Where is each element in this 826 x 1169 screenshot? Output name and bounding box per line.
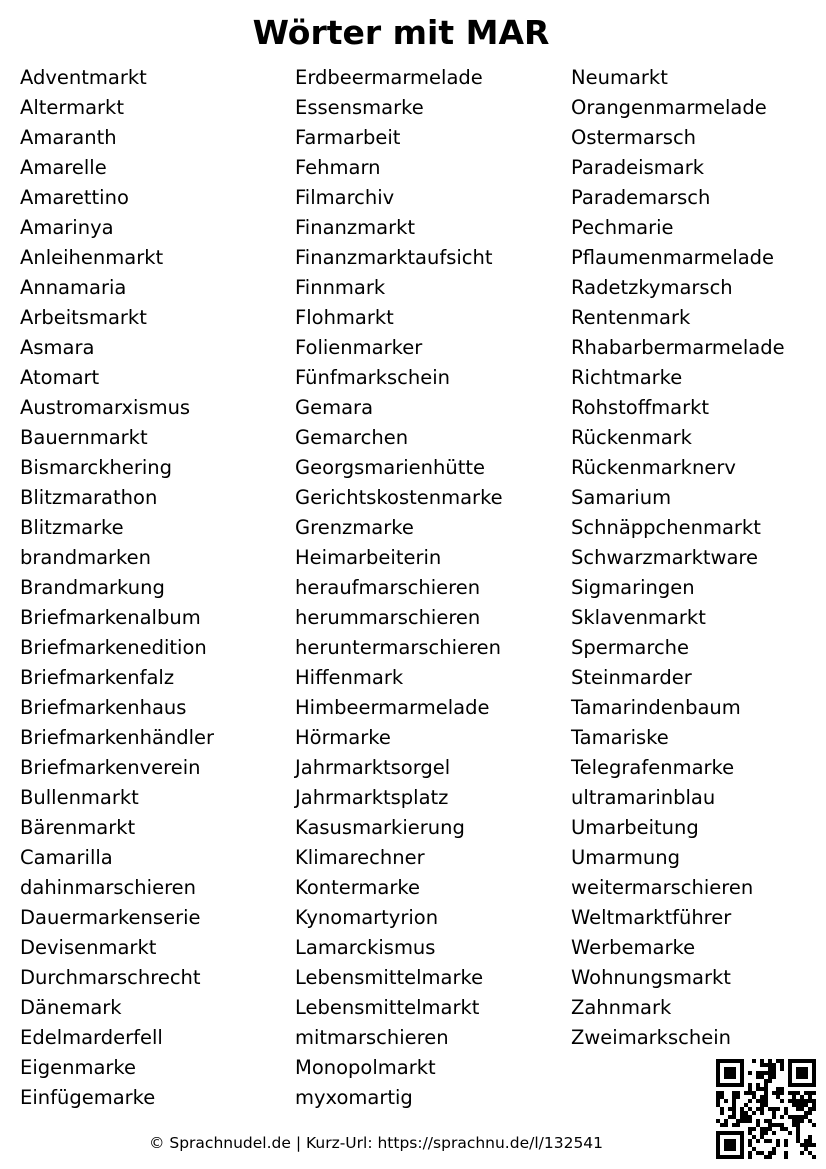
word-item: Amarelle bbox=[20, 156, 107, 179]
page-title: Wörter mit MAR bbox=[252, 13, 550, 52]
word-item: Sklavenmarkt bbox=[571, 606, 706, 629]
word-item: Edelmarderfell bbox=[20, 1026, 163, 1049]
word-item: Adventmarkt bbox=[20, 66, 147, 89]
word-item: Umarmung bbox=[571, 846, 680, 869]
word-item: Radetzkymarsch bbox=[571, 276, 733, 299]
word-item: Atomart bbox=[20, 366, 100, 389]
word-item: Klimarechner bbox=[295, 846, 425, 869]
word-column-1 bbox=[20, 63, 214, 1113]
word-item: Rückenmark bbox=[571, 426, 692, 449]
word-item: Altermarkt bbox=[20, 96, 124, 119]
word-item: Fehmarn bbox=[295, 156, 381, 179]
word-item: Schwarzmarktware bbox=[571, 546, 758, 569]
word-item: Briefmarkenalbum bbox=[20, 606, 201, 629]
word-item: Jahrmarktsplatz bbox=[295, 786, 449, 809]
word-item: Telegrafenmarke bbox=[571, 756, 735, 779]
word-item: Bismarckhering bbox=[20, 456, 173, 479]
word-item: Anleihenmarkt bbox=[20, 246, 164, 269]
word-item: heraufmarschieren bbox=[295, 576, 481, 599]
word-item: Werbemarke bbox=[571, 936, 696, 959]
word-item: Paradeismark bbox=[571, 156, 705, 179]
word-item: herummarschieren bbox=[295, 606, 481, 629]
word-item: Fünfmarkschein bbox=[295, 366, 451, 389]
word-item: Durchmarschrecht bbox=[20, 966, 201, 989]
word-item: Camarilla bbox=[20, 846, 113, 869]
word-item: Devisenmarkt bbox=[20, 936, 157, 959]
word-item: Umarbeitung bbox=[571, 816, 699, 839]
word-item: Orangenmarmelade bbox=[571, 96, 767, 119]
word-column-3 bbox=[571, 63, 785, 1053]
word-item: Arbeitsmarkt bbox=[20, 306, 147, 329]
word-item: Sigmaringen bbox=[571, 576, 695, 599]
word-item: Monopolmarkt bbox=[295, 1056, 436, 1079]
word-item: Blitzmarke bbox=[20, 516, 124, 539]
word-item: Asmara bbox=[20, 336, 95, 359]
word-item: Georgsmarienhütte bbox=[295, 456, 485, 479]
word-item: Zahnmark bbox=[571, 996, 672, 1019]
word-item: Dänemark bbox=[20, 996, 122, 1019]
word-item: Himbeermarmelade bbox=[295, 696, 490, 719]
word-item: Rohstoffmarkt bbox=[571, 396, 710, 419]
word-item: Bullenmarkt bbox=[20, 786, 139, 809]
word-item: Parademarsch bbox=[571, 186, 711, 209]
word-item: Blitzmarathon bbox=[20, 486, 158, 509]
word-item: heruntermarschieren bbox=[295, 636, 501, 659]
word-item: Briefmarkenfalz bbox=[20, 666, 175, 689]
word-item: Briefmarkenhändler bbox=[20, 726, 215, 749]
word-item: Samarium bbox=[571, 486, 672, 509]
word-item: Spermarche bbox=[571, 636, 690, 659]
word-item: Bärenmarkt bbox=[20, 816, 136, 839]
word-item: dahinmarschieren bbox=[20, 876, 197, 899]
word-item: Filmarchiv bbox=[295, 186, 395, 209]
word-item: Schnäppchenmarkt bbox=[571, 516, 761, 539]
word-item: Essensmarke bbox=[295, 96, 424, 119]
word-item: Tamariske bbox=[571, 726, 669, 749]
word-item: Flohmarkt bbox=[295, 306, 394, 329]
word-item: Wohnungsmarkt bbox=[571, 966, 731, 989]
word-item: mitmarschieren bbox=[295, 1026, 449, 1049]
word-item: weitermarschieren bbox=[571, 876, 754, 899]
word-item: Gerichtskostenmarke bbox=[295, 486, 503, 509]
word-item: Neumarkt bbox=[571, 66, 668, 89]
word-item: Kontermarke bbox=[295, 876, 420, 899]
word-item: Amaranth bbox=[20, 126, 117, 149]
word-column-2 bbox=[295, 63, 503, 1113]
word-item: Pflaumenmarmelade bbox=[571, 246, 775, 269]
word-item: Folienmarker bbox=[295, 336, 423, 359]
word-item: Gemara bbox=[295, 396, 374, 419]
word-item: Grenzmarke bbox=[295, 516, 414, 539]
word-item: Lamarckismus bbox=[295, 936, 436, 959]
word-item: myxomartig bbox=[295, 1086, 413, 1109]
word-item: Weltmarktführer bbox=[571, 906, 732, 929]
word-item: Steinmarder bbox=[571, 666, 692, 689]
word-item: Richtmarke bbox=[571, 366, 683, 389]
word-item: Lebensmittelmarke bbox=[295, 966, 484, 989]
word-item: Ostermarsch bbox=[571, 126, 697, 149]
word-item: Einfügemarke bbox=[20, 1086, 156, 1109]
footer-text: © Sprachnudel.de | Kurz-Url: https://sprachnu.de/l/132541 bbox=[148, 1134, 604, 1152]
word-item: Erdbeermarmelade bbox=[295, 66, 483, 89]
word-item: Tamarindenbaum bbox=[571, 696, 741, 719]
word-item: Pechmarie bbox=[571, 216, 674, 239]
word-item: Briefmarkenedition bbox=[20, 636, 207, 659]
word-item: Finanzmarkt bbox=[295, 216, 416, 239]
word-item: Eigenmarke bbox=[20, 1056, 137, 1079]
word-item: Finanzmarktaufsicht bbox=[295, 246, 493, 269]
word-item: Jahrmarktsorgel bbox=[295, 756, 451, 779]
word-item: Annamaria bbox=[20, 276, 127, 299]
word-item: Briefmarkenhaus bbox=[20, 696, 187, 719]
word-item: Hiffenmark bbox=[295, 666, 404, 689]
word-item: Farmarbeit bbox=[295, 126, 401, 149]
word-item: Finnmark bbox=[295, 276, 386, 299]
word-item: Lebensmittelmarkt bbox=[295, 996, 480, 1019]
word-item: Amarinya bbox=[20, 216, 114, 239]
word-item: Brandmarkung bbox=[20, 576, 165, 599]
word-item: Rückenmarknerv bbox=[571, 456, 736, 479]
word-item: Zweimarkschein bbox=[571, 1026, 731, 1049]
word-item: Kynomartyrion bbox=[295, 906, 439, 929]
word-item: Rentenmark bbox=[571, 306, 691, 329]
word-item: Rhabarbermarmelade bbox=[571, 336, 785, 359]
word-item: brandmarken bbox=[20, 546, 151, 569]
word-item: Hörmarke bbox=[295, 726, 391, 749]
word-item: Gemarchen bbox=[295, 426, 409, 449]
word-item: Austromarxismus bbox=[20, 396, 191, 419]
word-item: Bauernmarkt bbox=[20, 426, 148, 449]
word-item: Kasusmarkierung bbox=[295, 816, 465, 839]
word-item: Dauermarkenserie bbox=[20, 906, 201, 929]
word-item: Briefmarkenverein bbox=[20, 756, 201, 779]
word-item: ultramarinblau bbox=[571, 786, 716, 809]
qr-code-icon[interactable] bbox=[716, 1059, 816, 1159]
word-item: Amarettino bbox=[20, 186, 129, 209]
word-item: Heimarbeiterin bbox=[295, 546, 442, 569]
